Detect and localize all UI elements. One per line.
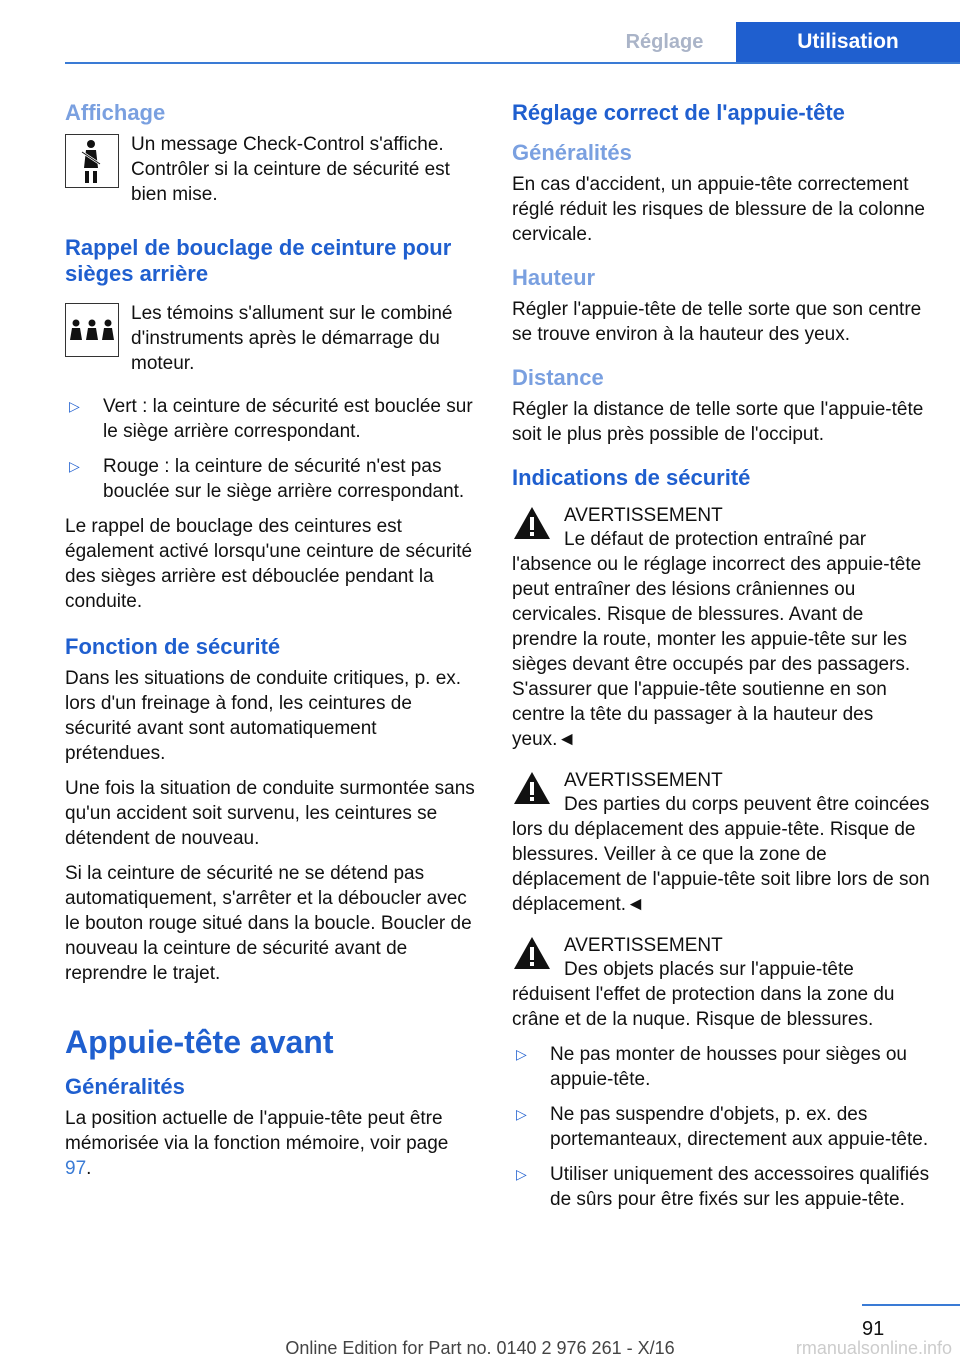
hauteur-paragraph: Régler l'appuie-tête de telle sorte que son centre se trouve environ à la hauteur des yeux. [512,299,922,345]
warning-title: AVERTISSEMENT [564,770,723,791]
warning-block [512,933,930,1032]
footer-rule [862,1304,960,1306]
list-item [65,394,480,444]
hauteur-heading: Hauteur [512,265,596,290]
triangle-bullet-icon: ▷ [516,1106,527,1122]
tab-reglage[interactable]: Réglage [625,31,704,53]
bullet-text: Ne pas suspendre d'objets, p. ex. des portemanteaux, directement aux appuie-tête. [550,1104,929,1150]
bullet-text: Rouge : la ceinture de sécurité n'est pas bouclée sur le siège arrière correspondant. [103,456,465,502]
right-column [512,100,930,1222]
list-item [512,1042,930,1092]
edition-footer: Online Edition for Part no. 0140 2 976 261 - X/16 [285,1338,675,1358]
affichage-heading: Affichage [65,100,166,125]
affichage-row [65,132,480,207]
reglage-heading: Réglage correct de l'appuie-tête [512,100,845,125]
triangle-bullet-icon: ▷ [69,458,80,474]
generalites-heading: Généralités [512,140,632,165]
warning-block [512,503,930,752]
warning-block [512,768,930,917]
page-link[interactable]: 97 [65,1158,87,1179]
fonction-paragraph-2: Une fois la situation de conduite surmontée sans qu'un accident soit survenu, les ceintures se détendent de nouveau. [65,778,475,849]
warning-text: Le défaut de protection entraîné par l'absence ou le réglage incorrect des appuie-tête peut entraîner des lésions crâniennes ou cervicales. Risque de blessures. Avant de prendre la route, monter les appuie-tête sur les sièges devant être occupés par des passagers. S'assurer que l'appuie-tête soutienne en son centre la tête du passager à la hauteur des yeux.◄ [512,529,922,750]
warning-text: Des parties du corps peuvent être coincées lors du déplacement des appuie-tête. Risque de blessures. Veiller à ce que la zone de déplacement de l'appuie-tête soit libre lors de son déplacement.◄ [512,794,930,915]
bullet-text: Ne pas monter de housses pour sièges ou appuie-tête. [550,1044,907,1090]
list-item [65,454,480,504]
bullet-text: Utiliser uniquement des accessoires qualifiés de sûrs pour être fixés sur les appuie-tête. [550,1164,930,1210]
appui-tete-heading: Appuie-tête avant [65,1024,334,1060]
triangle-bullet-icon: ▷ [69,398,80,414]
affichage-text: Un message Check-Control s'affiche. Contrôler si la ceinture de sécurité est bien mise. [131,134,450,205]
fonction-paragraph-3: Si la ceinture de sécurité ne se détend pas automatiquement, s'arrêter et la déboucler avec le bouton rouge situé dans la boucle. Boucler de nouveau la ceinture de sécurité avant de reprendre le trajet. [65,863,472,984]
warning-title: AVERTISSEMENT [564,505,723,526]
left-column [65,100,480,1191]
rappel-heading: Rappel de bouclage de ceinture pour sièges arrière [65,235,452,286]
distance-paragraph: Régler la distance de telle sorte que l'appuie-tête soit le plus près possible de l'occiput. [512,399,924,445]
triangle-bullet-icon: ▷ [516,1166,527,1182]
warning-triangle-icon [512,935,552,971]
indications-heading: Indications de sécurité [512,465,751,490]
rappel-text: Les témoins s'allument sur le combiné d'instruments après le démarrage du moteur. [131,303,453,374]
warning-triangle-icon [512,770,552,806]
list-item [512,1102,930,1152]
distance-heading: Distance [512,365,604,390]
rappel-paragraph: Le rappel de bouclage des ceintures est également activé lorsqu'une ceinture de sécurité des sièges arrière est débouclée pendant la conduite. [65,516,473,612]
triangle-bullet-icon: ▷ [516,1046,527,1062]
generalites-paragraph: En cas d'accident, un appuie-tête correctement réglé réduit les risques de blessure de la colonne cervicale. [512,174,925,245]
generalites-heading: Généralités [65,1074,185,1099]
watermark: rmanualsonline.info [795,1338,952,1358]
fonction-heading: Fonction de sécurité [65,634,281,659]
list-item [512,1162,930,1212]
page-number: 91 [862,1318,885,1340]
tab-utilisation[interactable]: Utilisation [736,22,960,62]
warning-triangle-icon [512,505,552,541]
fonction-paragraph-1: Dans les situations de conduite critiques, p. ex. lors d'un freinage à fond, les ceintures de sécurité avant sont automatiquement prétendues. [65,668,462,764]
warning-title: AVERTISSEMENT [564,935,723,956]
rappel-row [65,301,480,376]
bullet-text: Vert : la ceinture de sécurité est bouclée sur le siège arrière correspondant. [103,396,473,442]
seatbelt-warning-icon [65,134,119,188]
rear-seatbelt-icon [65,303,119,357]
generalites-paragraph: La position actuelle de l'appuie-tête peut être mémorisée via la fonction mémoire, voir page 97. [65,1108,449,1179]
header-rule [65,62,960,64]
warning-text: Des objets placés sur l'appuie-tête réduisent l'effet de protection dans la zone du crâne et de la nuque. Risque de blessures. [512,959,895,1030]
